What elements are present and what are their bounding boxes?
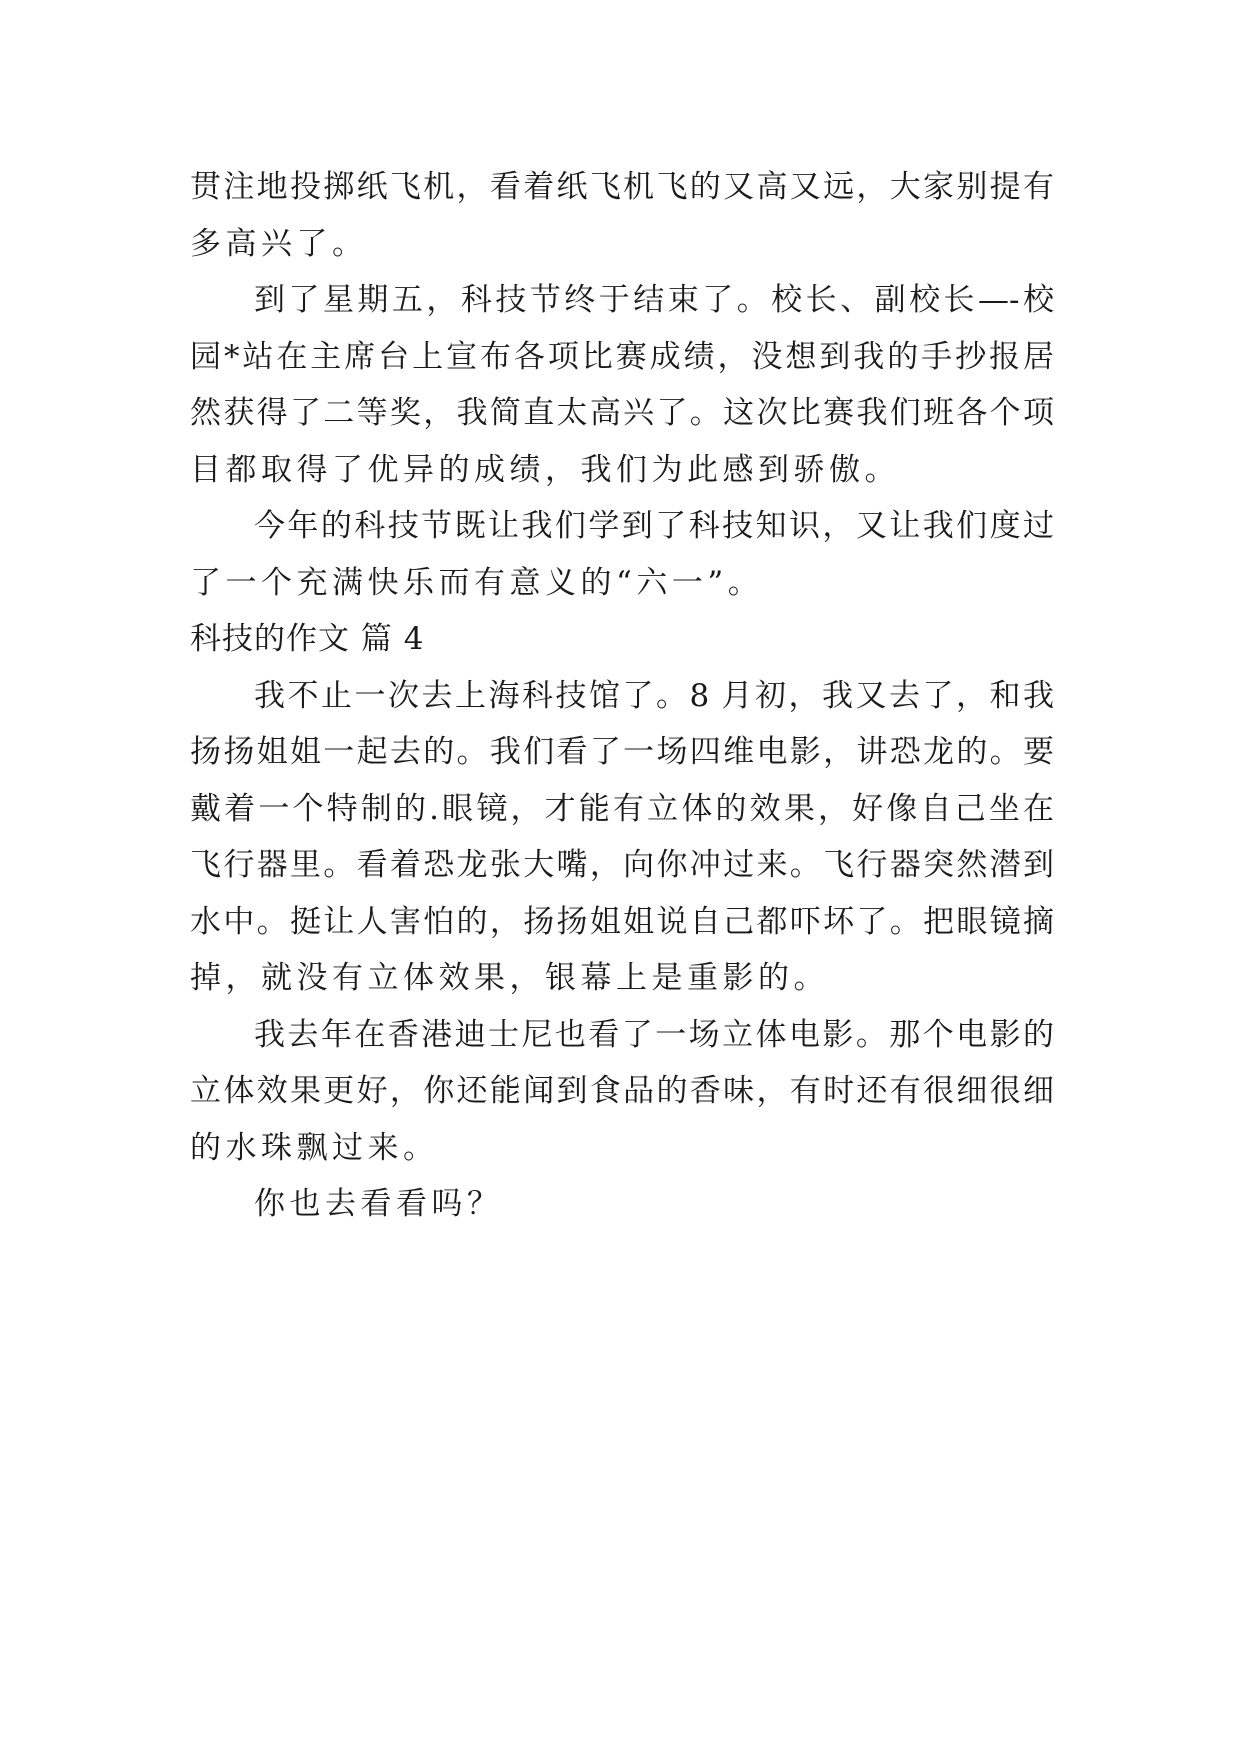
text-line: 我不止一次去上海科技馆了。8 月初，我又去了，和我 [254,677,1054,714]
text-line: 多高兴了。 [190,225,368,262]
text-line: 贯注地投掷纸飞机，看着纸飞机飞的又高又远，大家别提有 [190,169,1054,205]
text-line: 戴着一个特制的.眼镜，才能有立体的效果，好像自己坐在 [190,790,1054,827]
text-line: 我去年在香港迪士尼也看了一场立体电影。那个电影的 [254,1016,1054,1053]
text-line: 立体效果更好，你还能闻到食品的香味，有时还有很细很细 [190,1073,1054,1109]
paragraph-sports-result [190,272,1054,498]
paragraph-science-museum [190,668,1054,1007]
text-line: 水中。挺让人害怕的，扬扬姐姐说自己都吓坏了。把眼镜摘 [190,903,1054,940]
text-line: 园*站在主席台上宣布各项比赛成绩，没想到我的手抄报居 [190,338,1054,375]
text-line: 的水珠飘过来。 [190,1129,439,1166]
paragraph-festival-summary [190,498,1054,611]
paragraph-disney [190,1007,1054,1177]
section-heading: 科技的作文 篇 4 [190,621,425,657]
text-line: 扬扬姐姐一起去的。我们看了一场四维电影，讲恐龙的。要 [190,734,1054,770]
text-line: 飞行器里。看着恐龙张大嘴，向你冲过来。飞行器突然潜到 [190,847,1054,883]
text-line: 你也去看看吗？ [254,1186,503,1222]
text-line: 到了星期五，科技节终于结束了。校长、副校长—-校 [254,282,1054,318]
text-line: 目都取得了优异的成绩，我们为此感到骄傲。 [190,451,900,488]
document-body [190,159,1054,1233]
text-line: 然获得了二等奖，我简直太高兴了。这次比赛我们班各个项 [190,395,1054,431]
paragraph-closing-question [190,1176,1054,1233]
text-line: 掉，就没有立体效果，银幕上是重影的。 [190,960,829,996]
text-line: 了一个充满快乐而有意义的“六一”。 [190,564,764,601]
text-line: 今年的科技节既让我们学到了科技知识，又让我们度过 [254,508,1054,544]
paragraph-continuation [190,159,1054,272]
